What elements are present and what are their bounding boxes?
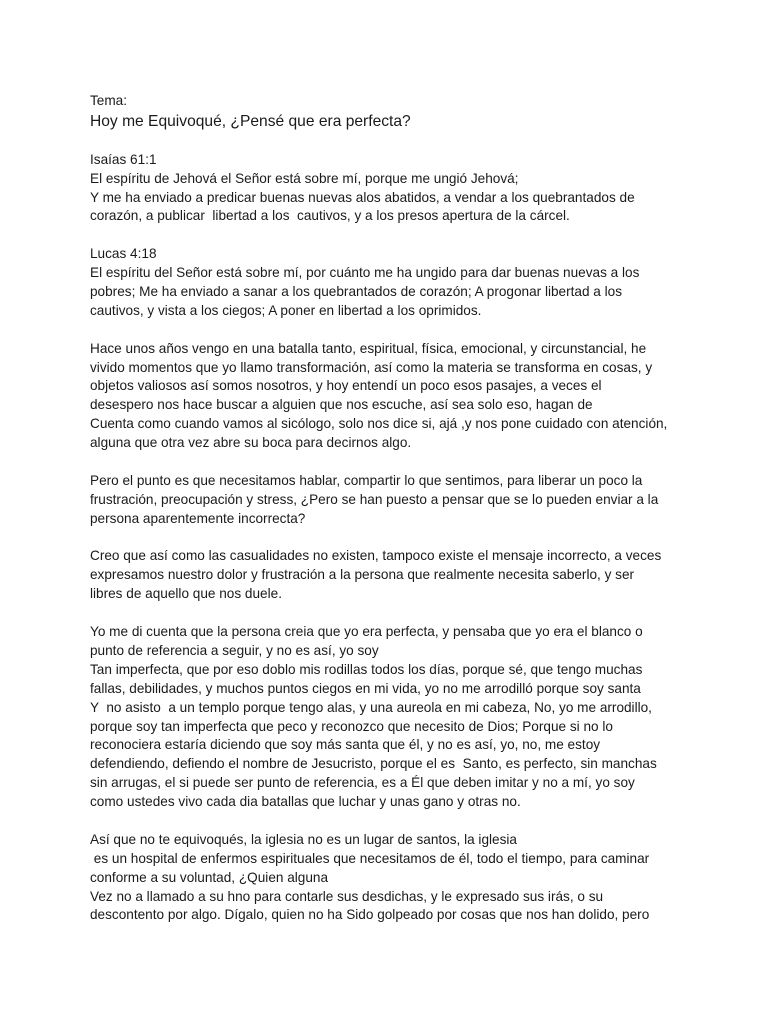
text-line: Y no asisto a un templo porque tengo alas, y una aureola en mi cabeza, No, yo me arrodillo, [90, 699, 652, 715]
text-line: como ustedes vivo cada dia batallas que luchar y unas gano y otras no. [90, 794, 521, 810]
text-line: desespero nos hace buscar a alguien que nos escuche, así sea solo eso, hagan de [90, 397, 593, 413]
spacer [90, 812, 690, 831]
text-line: pobres; Me ha enviado a sanar a los quebrantados de corazón; A progonar libertad a los [90, 284, 623, 300]
document-title: Hoy me Equivoqué, ¿Pensé que era perfecta? [90, 112, 411, 130]
spacer [90, 132, 690, 151]
spacer [90, 321, 690, 340]
spacer [90, 226, 690, 245]
document-body [90, 92, 690, 925]
text-line: Vez no a llamado a su hno para contarle sus desdichas, y le expresado sus irás, o su [90, 888, 604, 904]
paragraph [90, 623, 690, 812]
text-line: Creo que así como las casualidades no existen, tampoco existe el mensaje incorrecto, a veces [90, 548, 662, 564]
paragraph [90, 831, 690, 925]
text-line: Y me ha enviado a predicar buenas nuevas alos abatidos, a vendar a los quebrantados de [90, 189, 635, 205]
paragraph [90, 151, 690, 227]
text-line: reconociera estaría diciendo que soy más santa que él, y no es así, yo, no, me estoy [90, 737, 601, 753]
text-line: sin arrugas, el si puede ser punto de referencia, es a Él que deben imitar y no a mí, yo soy [90, 775, 635, 791]
text-line: cautivos, y vista a los ciegos; A poner en libertad a los oprimidos. [90, 302, 482, 318]
spacer [90, 529, 690, 548]
text-line: Lucas 4:18 [90, 246, 157, 262]
text-line: Yo me di cuenta que la persona creia que yo era perfecta, y pensaba que yo era el blanco o [90, 624, 643, 640]
text-line: Así que no te equivoqués, la iglesia no es un lugar de santos, la iglesia [90, 831, 517, 847]
paragraph [90, 340, 690, 453]
text-line: es un hospital de enfermos espirituales que necesitamos de él, todo el tiempo, para caminar [90, 850, 650, 866]
text-line: conforme a su voluntad, ¿Quien alguna [90, 869, 329, 885]
text-line: expresamos nuestro dolor y frustración a la persona que realmente necesita saberlo, y ser [90, 567, 635, 583]
text-line: El espíritu del Señor está sobre mí, por cuánto me ha ungido para dar buenas nuevas a los [90, 265, 640, 281]
text-line: Hace unos años vengo en una batalla tanto, espiritual, física, emocional, y circunstancial, he [90, 340, 647, 356]
text-line: Cuenta como cuando vamos al sicólogo, solo nos dice si, ajá ,y nos pone cuidado con atención, [90, 416, 668, 432]
text-line: Isaías 61:1 [90, 151, 157, 167]
text-line: punto de referencia a seguir, y no es así, yo soy [90, 642, 379, 658]
text-line: Tan imperfecta, que por eso doblo mis rodillas todos los días, porque sé, que tengo muchas [90, 661, 643, 677]
spacer [90, 453, 690, 472]
tema-label: Tema: [90, 93, 128, 108]
text-line: El espíritu de Jehová el Señor está sobre mí, porque me ungió Jehová; [90, 170, 519, 186]
text-line: porque soy tan imperfecta que peco y reconozco que necesito de Dios; Porque si no lo [90, 718, 613, 734]
text-line: objetos valiosos así somos nosotros, y hoy entendí un poco esos pasajes, a veces el [90, 378, 602, 394]
text-line: alguna que otra vez abre su boca para decirnos algo. [90, 435, 412, 451]
text-line: frustración, preocupación y stress, ¿Pero se han puesto a pensar que se lo pueden enviar a la [90, 491, 659, 507]
text-line: defendiendo, defiendo el nombre de Jesucristo, porque el es Santo, es perfecto, sin manchas [90, 756, 657, 772]
paragraph [90, 547, 690, 604]
text-line: vivido momentos que yo llamo transformación, así como la materia se transforma en cosas, y [90, 359, 653, 375]
paragraphs-container [90, 151, 690, 926]
spacer [90, 604, 690, 623]
text-line: descontento por algo. Dígalo, quien no ha Sido golpeado por cosas que nos han dolido, pero [90, 907, 650, 923]
text-line: libres de aquello que nos duele. [90, 586, 282, 602]
paragraph [90, 245, 690, 321]
text-line: persona aparentemente incorrecta? [90, 510, 306, 526]
paragraph [90, 472, 690, 529]
text-line: corazón, a publicar libertad a los cautivos, y a los presos apertura de la cárcel. [90, 208, 570, 224]
text-line: Pero el punto es que necesitamos hablar, compartir lo que sentimos, para liberar un poco la [90, 472, 643, 488]
text-line: fallas, debilidades, y muchos puntos ciegos en mi vida, yo no me arrodilló porque soy santa [90, 680, 641, 696]
